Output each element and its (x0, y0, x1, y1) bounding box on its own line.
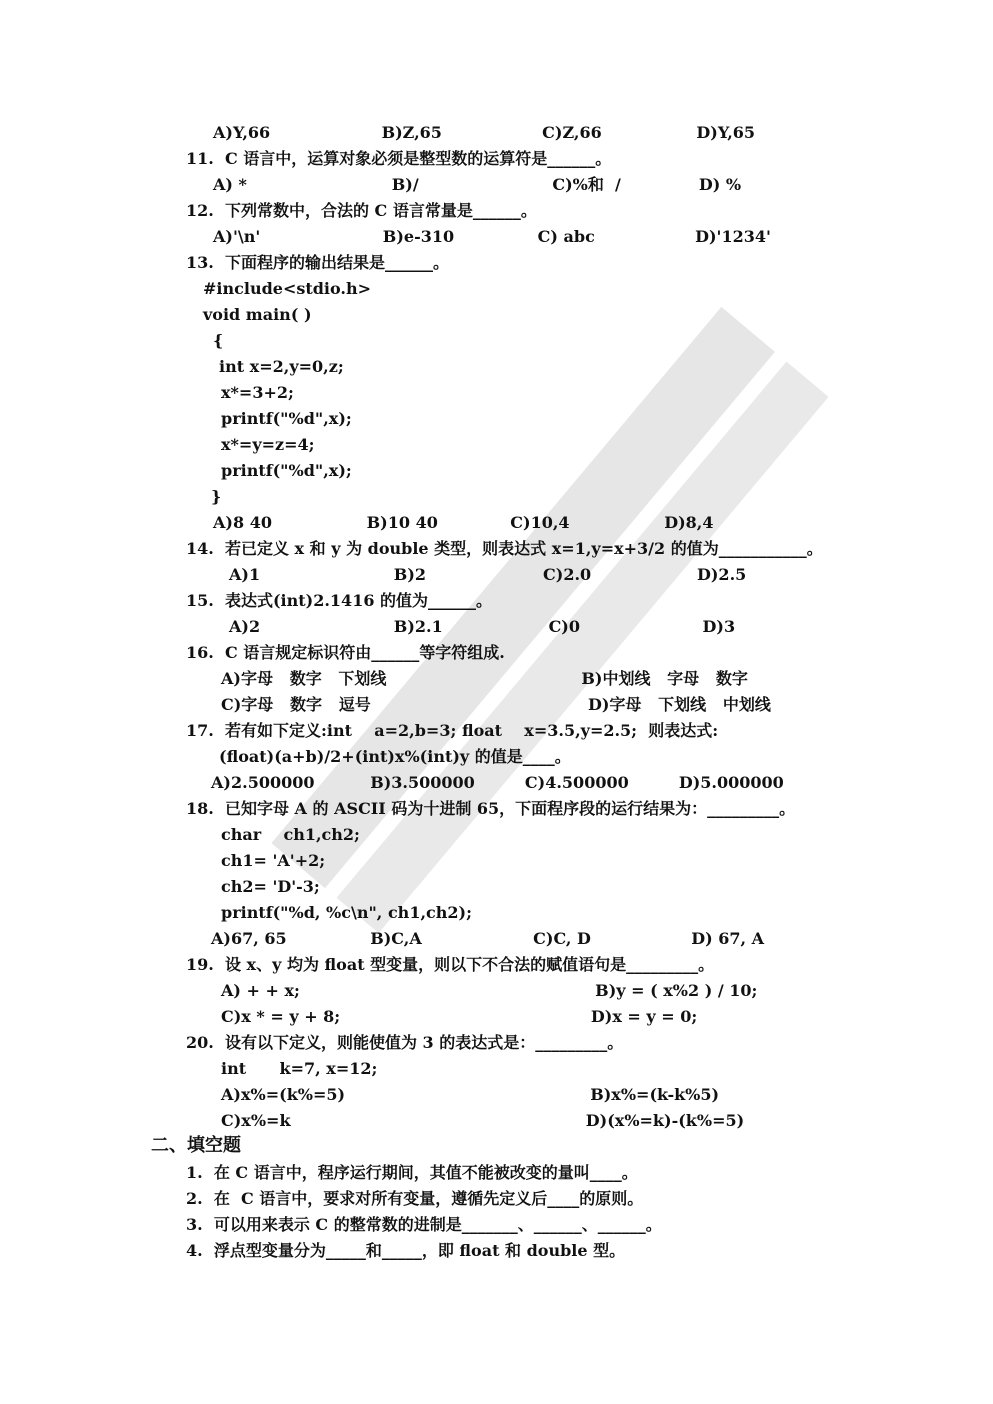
q19-options: C)x * = y + 8; D)x = y = 0; (221, 1007, 698, 1026)
q17-options: A)2.500000 B)3.500000 C)4.500000 D)5.000000 (211, 773, 784, 792)
q13-options: A)8 40 B)10 40 C)10,4 D)8,4 (213, 513, 714, 532)
q10-options: A)Y,66 B)Z,65 C)Z,66 D)Y,65 (213, 123, 756, 142)
q20-stem: 20. 设有以下定义，则能使值为 3 的表达式是：_________。 (186, 1033, 624, 1052)
q13-code-line: { (213, 331, 224, 350)
q15-options: A)2 B)2.1 C)0 D)3 (229, 617, 736, 636)
q18-options: A)67, 65 B)C,A C)C, D D) 67, A (211, 929, 765, 948)
q13-code-line: printf("%d",x); (221, 461, 352, 480)
q13-code-line: void main( ) (203, 305, 312, 324)
q18-code-line: printf("%d, %c\n", ch1,ch2); (221, 903, 472, 922)
q13-code-line: x*=y=z=4; (221, 435, 315, 454)
q12-stem: 12. 下列常数中，合法的 C 语言常量是______。 (186, 201, 537, 220)
q11-options: A) * B)/ C)%和 / D) % (213, 175, 742, 194)
q13-code-line: x*=3+2; (221, 383, 294, 402)
q16-options: A)字母 数字 下划线 B)中划线 字母 数字 (221, 669, 748, 688)
q17-stem: (float)(a+b)/2+(int)x%(int)y 的值是____。 (219, 747, 571, 766)
q13-code-line: #include<stdio.h> (203, 279, 372, 298)
section-heading: 二、填空题 (151, 1135, 241, 1156)
fill-q2: 2. 在 C 语言中，要求对所有变量，遵循先定义后____的原则。 (186, 1189, 644, 1208)
q20-options: A)x%=(k%=5) B)x%=(k-k%5) (221, 1085, 720, 1104)
q19-options: A) + + x; B)y = ( x%2 ) / 10; (221, 981, 758, 1000)
q11-stem: 11. C 语言中，运算对象必须是整型数的运算符是______。 (186, 149, 612, 168)
q12-options: A)'\n' B)e-310 C) abc D)'1234' (213, 227, 771, 246)
q18-code-line: char ch1,ch2; (221, 825, 360, 844)
q13-stem: 13. 下面程序的输出结果是______。 (186, 253, 449, 272)
fill-q1: 1. 在 C 语言中，程序运行期间，其值不能被改变的量叫____。 (186, 1163, 638, 1182)
q14-stem: 14. 若已定义 x 和 y 为 double 类型，则表达式 x=1,y=x+3/2 的值为___________。 (186, 539, 823, 558)
q18-stem: 18. 已知字母 A 的 ASCII 码为十进制 65，下面程序段的运行结果为：_________。 (186, 799, 796, 818)
fill-q4: 4. 浮点型变量分为_____和_____，即 float 和 double 型。 (186, 1241, 626, 1260)
q13-code-line: int x=2,y=0,z; (219, 357, 344, 376)
q19-stem: 19. 设 x、y 均为 float 型变量，则以下不合法的赋值语句是_________。 (186, 955, 715, 974)
q15-stem: 15. 表达式(int)2.1416 的值为______。 (186, 591, 493, 610)
fill-q3: 3. 可以用来表示 C 的整常数的进制是_______、______、______。 (186, 1215, 662, 1234)
q16-stem: 16. C 语言规定标识符由______等字符组成. (186, 643, 505, 662)
q20-code-line: int k=7, x=12; (221, 1059, 378, 1078)
q18-code-line: ch2= 'D'-3; (221, 877, 320, 896)
q14-options: A)1 B)2 C)2.0 D)2.5 (229, 565, 747, 584)
q13-code-line: printf("%d",x); (221, 409, 352, 428)
q13-code-line: } (211, 487, 222, 506)
q16-options: C)字母 数字 逗号 D)字母 下划线 中划线 (221, 695, 771, 714)
q18-code-line: ch1= 'A'+2; (221, 851, 326, 870)
q17-stem: 17. 若有如下定义:int a=2,b=3; float x=3.5,y=2.5; 则表达式: (186, 721, 719, 740)
q20-options: C)x%=k D)(x%=k)-(k%=5) (221, 1111, 745, 1130)
